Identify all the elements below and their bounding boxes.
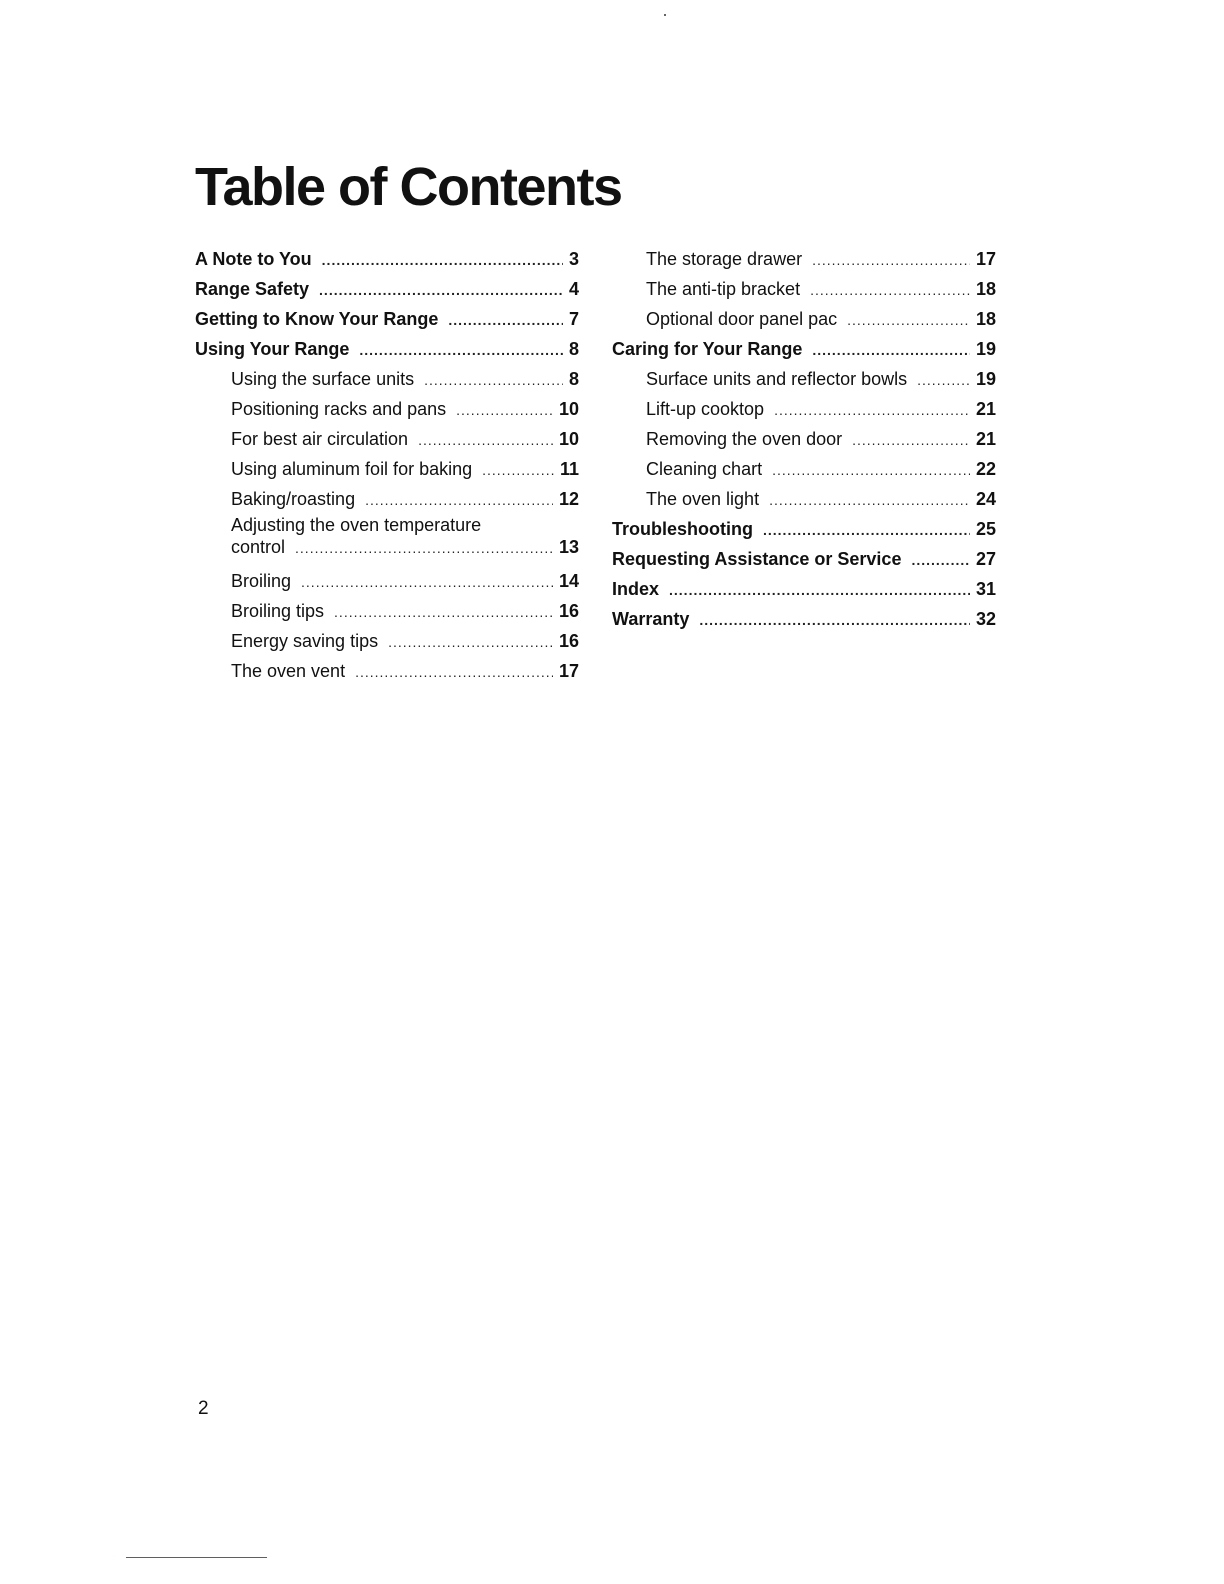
dot-leader — [812, 335, 970, 365]
dot-leader — [847, 305, 970, 335]
toc-entry-label: control — [231, 537, 286, 557]
dot-leader — [917, 365, 970, 395]
dot-leader — [812, 245, 970, 275]
toc-entry[interactable] — [612, 244, 996, 274]
toc-entry-label: Using aluminum foil for baking — [231, 459, 473, 479]
dot-leader — [774, 395, 970, 425]
toc-section-entry[interactable] — [612, 544, 996, 574]
dot-leader — [365, 485, 553, 515]
toc-entry[interactable] — [195, 656, 579, 686]
dot-leader — [424, 365, 563, 395]
bottom-rule — [126, 1557, 267, 1558]
toc-entry-page: 10 — [558, 399, 579, 419]
toc-entry[interactable] — [195, 394, 579, 424]
toc-entry-page: 17 — [558, 661, 579, 681]
dot-leader — [852, 425, 970, 455]
toc-entry-page: 8 — [568, 339, 579, 359]
dot-leader — [295, 537, 553, 559]
toc-entry-label: Removing the oven door — [646, 429, 843, 449]
toc-section-entry[interactable] — [195, 304, 579, 334]
toc-entry[interactable] — [612, 454, 996, 484]
toc-entry-page: 21 — [975, 399, 996, 419]
toc-entry[interactable] — [195, 566, 579, 596]
toc-entry-label: Using the surface units — [231, 369, 415, 389]
toc-entry-page: 18 — [975, 279, 996, 299]
toc-entry-line — [231, 536, 579, 566]
toc-section-entry[interactable] — [195, 274, 579, 304]
toc-entry-page: 10 — [558, 429, 579, 449]
toc-entry-label: Positioning racks and pans — [231, 399, 447, 419]
toc-section-entry[interactable] — [612, 604, 996, 634]
dot-leader — [769, 485, 970, 515]
toc-entry[interactable] — [195, 364, 579, 394]
toc-entry[interactable] — [612, 274, 996, 304]
dot-leader — [669, 575, 970, 605]
dot-leader — [456, 395, 553, 425]
toc-entry-label: Using Your Range — [195, 339, 350, 359]
dot-leader — [810, 275, 970, 305]
toc-entry-page: 19 — [975, 369, 996, 389]
dot-leader — [772, 455, 970, 485]
toc-section-entry[interactable] — [195, 334, 579, 364]
dot-leader — [388, 627, 553, 657]
toc-entry-label: A Note to You — [195, 249, 312, 269]
toc-entry-page: 22 — [975, 459, 996, 479]
toc-entry-label: The oven light — [646, 489, 760, 509]
toc-entry-page: 27 — [975, 549, 996, 569]
toc-entry-page: 11 — [559, 459, 579, 479]
toc-entry-page: 4 — [568, 279, 579, 299]
toc-entry[interactable] — [612, 304, 996, 334]
toc-entry[interactable] — [612, 424, 996, 454]
dot-leader — [301, 567, 553, 597]
toc-entry-label: Cleaning chart — [646, 459, 763, 479]
toc-right-column — [612, 244, 996, 634]
toc-entry-label: Getting to Know Your Range — [195, 309, 439, 329]
toc-entry-label: For best air circulation — [231, 429, 409, 449]
toc-entry-page: 21 — [975, 429, 996, 449]
toc-entry-page: 17 — [975, 249, 996, 269]
scan-speck — [664, 14, 666, 16]
toc-entry-page: 32 — [975, 609, 996, 629]
dot-leader — [359, 335, 563, 365]
dot-leader — [699, 605, 970, 635]
toc-entry-page: 13 — [558, 537, 579, 557]
toc-entry-label: Broiling — [231, 571, 292, 591]
toc-section-entry[interactable] — [195, 244, 579, 274]
toc-entry-label: Index — [612, 579, 660, 599]
toc-entry[interactable] — [195, 514, 579, 566]
toc-entry-page: 16 — [558, 601, 579, 621]
toc-entry-page: 3 — [568, 249, 579, 269]
toc-entry-page: 25 — [975, 519, 996, 539]
toc-entry-label: Adjusting the oven temperature — [231, 515, 482, 535]
dot-leader — [319, 275, 563, 305]
toc-entry-page: 8 — [568, 369, 579, 389]
toc-entry-page: 7 — [568, 309, 579, 329]
toc-entry-page: 18 — [975, 309, 996, 329]
toc-entry-label: Surface units and reflector bowls — [646, 369, 908, 389]
toc-entry-label: Range Safety — [195, 279, 310, 299]
toc-entry[interactable] — [195, 484, 579, 514]
dot-leader — [911, 545, 970, 575]
toc-entry-label: Caring for Your Range — [612, 339, 803, 359]
toc-left-column — [195, 244, 579, 686]
toc-entry-label: Lift-up cooktop — [646, 399, 765, 419]
toc-entry-label: The anti-tip bracket — [646, 279, 801, 299]
toc-entry[interactable] — [195, 424, 579, 454]
toc-entry-label: Troubleshooting — [612, 519, 753, 539]
toc-entry-label: Energy saving tips — [231, 631, 379, 651]
dot-leader — [334, 597, 553, 627]
dot-leader — [482, 455, 554, 485]
toc-entry-label: Baking/roasting — [231, 489, 356, 509]
page-number: 2 — [198, 1398, 209, 1419]
toc-entry-page: 12 — [558, 489, 579, 509]
toc-entry-page: 24 — [975, 489, 996, 509]
toc-entry-page: 14 — [558, 571, 579, 591]
toc-entry-page: 19 — [975, 339, 996, 359]
toc-entry-label: The oven vent — [231, 661, 346, 681]
toc-entry-label: Broiling tips — [231, 601, 325, 621]
page-title: Table of Contents — [195, 157, 622, 217]
toc-entry[interactable] — [195, 454, 579, 484]
toc-entry[interactable] — [612, 484, 996, 514]
dot-leader — [355, 657, 553, 687]
dot-leader — [418, 425, 553, 455]
toc-entry[interactable] — [195, 626, 579, 656]
toc-entry-page: 31 — [975, 579, 996, 599]
toc-section-entry[interactable] — [612, 574, 996, 604]
toc-entry-label: Warranty — [612, 609, 690, 629]
dot-leader — [763, 515, 970, 545]
toc-entry[interactable] — [612, 364, 996, 394]
toc-entry-label: Requesting Assistance or Service — [612, 549, 902, 569]
toc-entry-page: 16 — [558, 631, 579, 651]
toc-section-entry[interactable] — [612, 514, 996, 544]
toc-entry-label: The storage drawer — [646, 249, 803, 269]
dot-leader — [322, 245, 563, 275]
toc-entry[interactable] — [195, 596, 579, 626]
dot-leader — [448, 305, 563, 335]
toc-entry[interactable] — [612, 394, 996, 424]
toc-section-entry[interactable] — [612, 334, 996, 364]
toc-entry-label: Optional door panel pac — [646, 309, 838, 329]
